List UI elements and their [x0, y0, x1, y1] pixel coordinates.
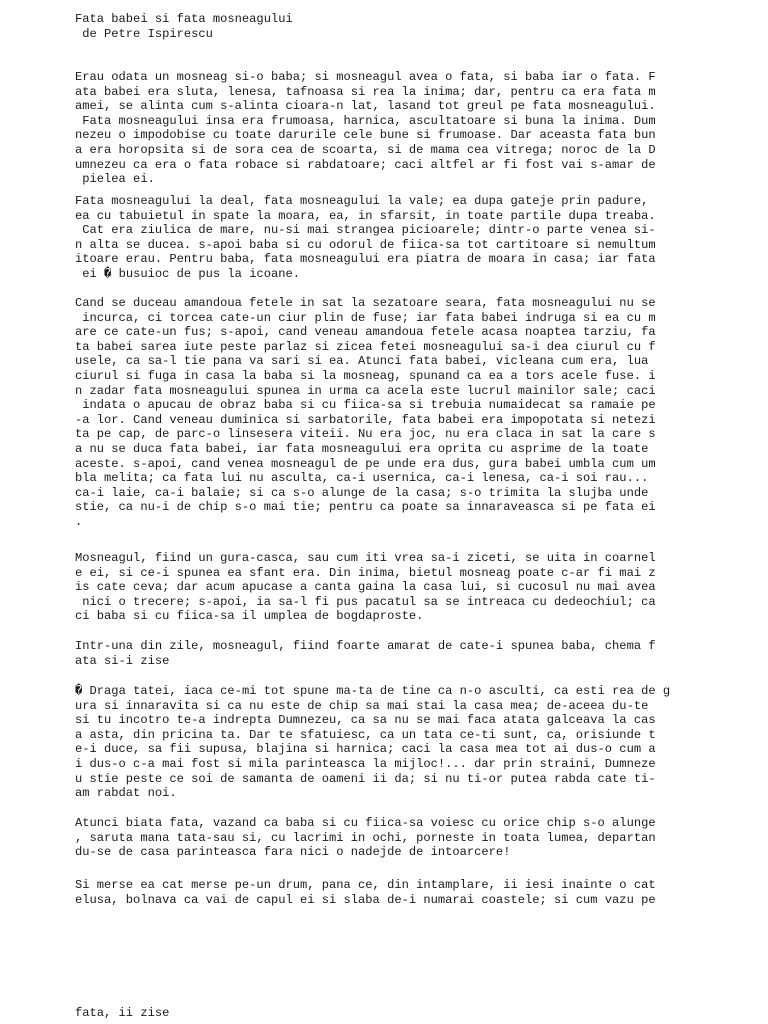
text-line: -a lor. Cand veneau duminica si sarbatorile, fata babei era impopotata si netezi [75, 412, 656, 427]
paragraph [75, 70, 656, 187]
text-line: Erau odata un mosneag si-o baba; si mosneagul avea o fata, si baba iar o fata. F [75, 70, 656, 84]
text-line: Intr-una din zile, mosneagul, fiind foarte amarat de cate-i spunea baba, chema f [75, 639, 656, 653]
footer-text: fata, ii zise [75, 1006, 170, 1020]
paragraph [75, 551, 656, 624]
text-line: aceste. s-apoi, cand venea mosneagul de pe unde era dus, gura babei umbla cum um [75, 456, 656, 471]
text-line: n zadar fata mosneagului spunea in urma ca acela este lucrul mainilor sale; caci [75, 383, 656, 398]
paragraph [75, 684, 670, 801]
text-line: is cate ceva; dar acum apucase a canta gaina la casa lui, si cucosul nu mai avea [75, 580, 656, 595]
document-title [75, 12, 293, 41]
text-line: indata o apucau de obraz baba si cu fiica-sa si trebuia numaidecat sa ramaie pe [75, 398, 656, 413]
text-line: bla melita; ca fata lui nu asculta, ca-i usernica, ca-i lenesa, ca-i soi rau... [75, 471, 649, 486]
text-line: ei � busuioc de pus la icoane. [75, 266, 301, 281]
title-line: Fata babei si fata mosneagului [75, 12, 293, 26]
paragraph [75, 639, 656, 668]
text-line: ciurul si fuga in casa la baba si la mosneag, spunand ca ea a tors acele fuse. i [75, 368, 656, 383]
text-line: . [75, 514, 83, 529]
text-line: Cand se duceau amandoua fetele in sat la sezatoare seara, fata mosneagului nu se [75, 296, 656, 310]
text-line: a nu se duca fata babei, iar fata mosneagului era oprita cu asprime de la toate [75, 441, 649, 456]
text-line: are ce cate-un fus; s-apoi, cand veneau amandoua fetele acasa noaptea tarziu, fa [75, 325, 656, 340]
paragraph [75, 878, 656, 907]
paragraph [75, 194, 656, 282]
text-line: nezeu o impodobise cu toate darurile cele bune si frumoase. Dar aceasta fata bun [75, 128, 656, 143]
text-line: e ei, si ce-i spunea ea sfant era. Din inima, bietul mosneag poate c-ar fi mai z [75, 565, 656, 580]
text-line: ata si-i zise [75, 653, 170, 668]
text-line: Cat era ziulica de mare, nu-si mai strangea picioarele; dintr-o parte venea si- [75, 223, 656, 238]
text-line: stie, ca nu-i de chip s-o mai tie; pentru ca poate sa innaraveasca si pe fata ei [75, 500, 656, 515]
text-line: ta babei sarea iute peste parlaz si zicea fetei mosneagului sa-i dea ciurul cu f [75, 339, 656, 354]
text-line: Atunci biata fata, vazand ca baba si cu fiica-sa voiesc cu orice chip s-o alunge [75, 816, 656, 830]
text-line: umnezeu ca era o fata robace si rabdatoare; caci altfel ar fi fost vai s-amar de [75, 157, 656, 172]
paragraph [75, 296, 656, 530]
text-line: u stie peste ce soi de samanta de oameni ii da; si nu ti-or putea rabda cate ti- [75, 771, 656, 786]
text-line: Si merse ea cat merse pe-un drum, pana ce, din intamplare, ii iesi inainte o cat [75, 878, 656, 892]
title-line: de Petre Ispirescu [75, 26, 213, 41]
text-line: am rabdat noi. [75, 786, 177, 801]
text-line: i dus-o c-a mai fost si mila parinteasca la mijloc!... dar prin straini, Dumneze [75, 756, 656, 771]
text-line: pielea ei. [75, 172, 155, 187]
text-line: a era horopsita si de sora cea de scoarta, si de mama cea vitrega; noroc de la D [75, 142, 656, 157]
text-line: du-se de casa parinteasca fara nici o nadejde de intoarcere! [75, 845, 511, 860]
text-line: a asta, din pricina ta. Dar te sfatuiesc, ca un tata ce-ti sunt, ca, orisiunde t [75, 727, 656, 742]
text-line: ca-i laie, ca-i balaie; si ca s-o alunge de la casa; s-o trimita la slujba unde [75, 485, 649, 500]
text-line: ata babei era sluta, lenesa, tafnoasa si rea la inima; dar, pentru ca era fata m [75, 84, 656, 99]
text-line: n alta se ducea. s-apoi baba si cu odorul de fiica-sa tot cartitoare si nemultum [75, 237, 656, 252]
text-line: ci baba si cu fiica-sa il umplea de bogdaproste. [75, 609, 424, 624]
paragraph [75, 816, 656, 860]
text-line: itoare erau. Pentru baba, fata mosneagului era piatra de moara in casa; iar fata [75, 252, 656, 267]
text-line: usele, ca sa-l tie pana va sari si ea. Atunci fata babei, vicleana cum era, lua [75, 354, 649, 369]
text-line: elusa, bolnava ca vai de capul ei si slaba de-i numarai coastele; si cum vazu pe [75, 892, 656, 907]
text-line: Fata mosneagului insa era frumoasa, harnica, ascultatoare si buna la inima. Dum [75, 113, 656, 128]
text-line: , saruta mana tata-sau si, cu lacrimi in ochi, porneste in toata lumea, departan [75, 830, 656, 845]
text-line: si tu incotro te-a indrepta Dumnezeu, ca sa nu se mai faca atata galceava la cas [75, 713, 656, 728]
text-line: � Draga tatei, iaca ce-mi tot spune ma-ta de tine ca n-o asculti, ca esti rea de g [75, 684, 671, 698]
text-line: Fata mosneagului la deal, fata mosneagului la vale; ea dupa gateje prin padure, [75, 194, 649, 208]
text-line: Mosneagul, fiind un gura-casca, sau cum iti vrea sa-i ziceti, se uita in coarnel [75, 551, 656, 565]
text-line: ura si innaravita si ca nu este de chip sa mai stai la casa mea; de-aceea du-te [75, 698, 649, 713]
text-line: incurca, ci torcea cate-un ciur plin de fuse; iar fata babei indruga si ea cu m [75, 310, 656, 325]
text-line: e-i duce, sa fii supusa, blajina si harnica; caci la casa mea tot ai dus-o cum a [75, 742, 656, 757]
text-line: amei, se alinta cum s-alinta cioara-n lat, lasand tot greul pe fata mosneagului. [75, 99, 656, 114]
text-line: nici o trecere; s-apoi, ia sa-l fi pus pacatul sa se intreaca cu dedeochiul; ca [75, 594, 656, 609]
text-line: ta pe cap, de parc-o linsesera viteii. Nu era joc, nu era claca in sat la care s [75, 427, 656, 442]
text-line: ea cu tabuietul in spate la moara, ea, in sfarsit, in toate partile dupa treaba. [75, 208, 656, 223]
